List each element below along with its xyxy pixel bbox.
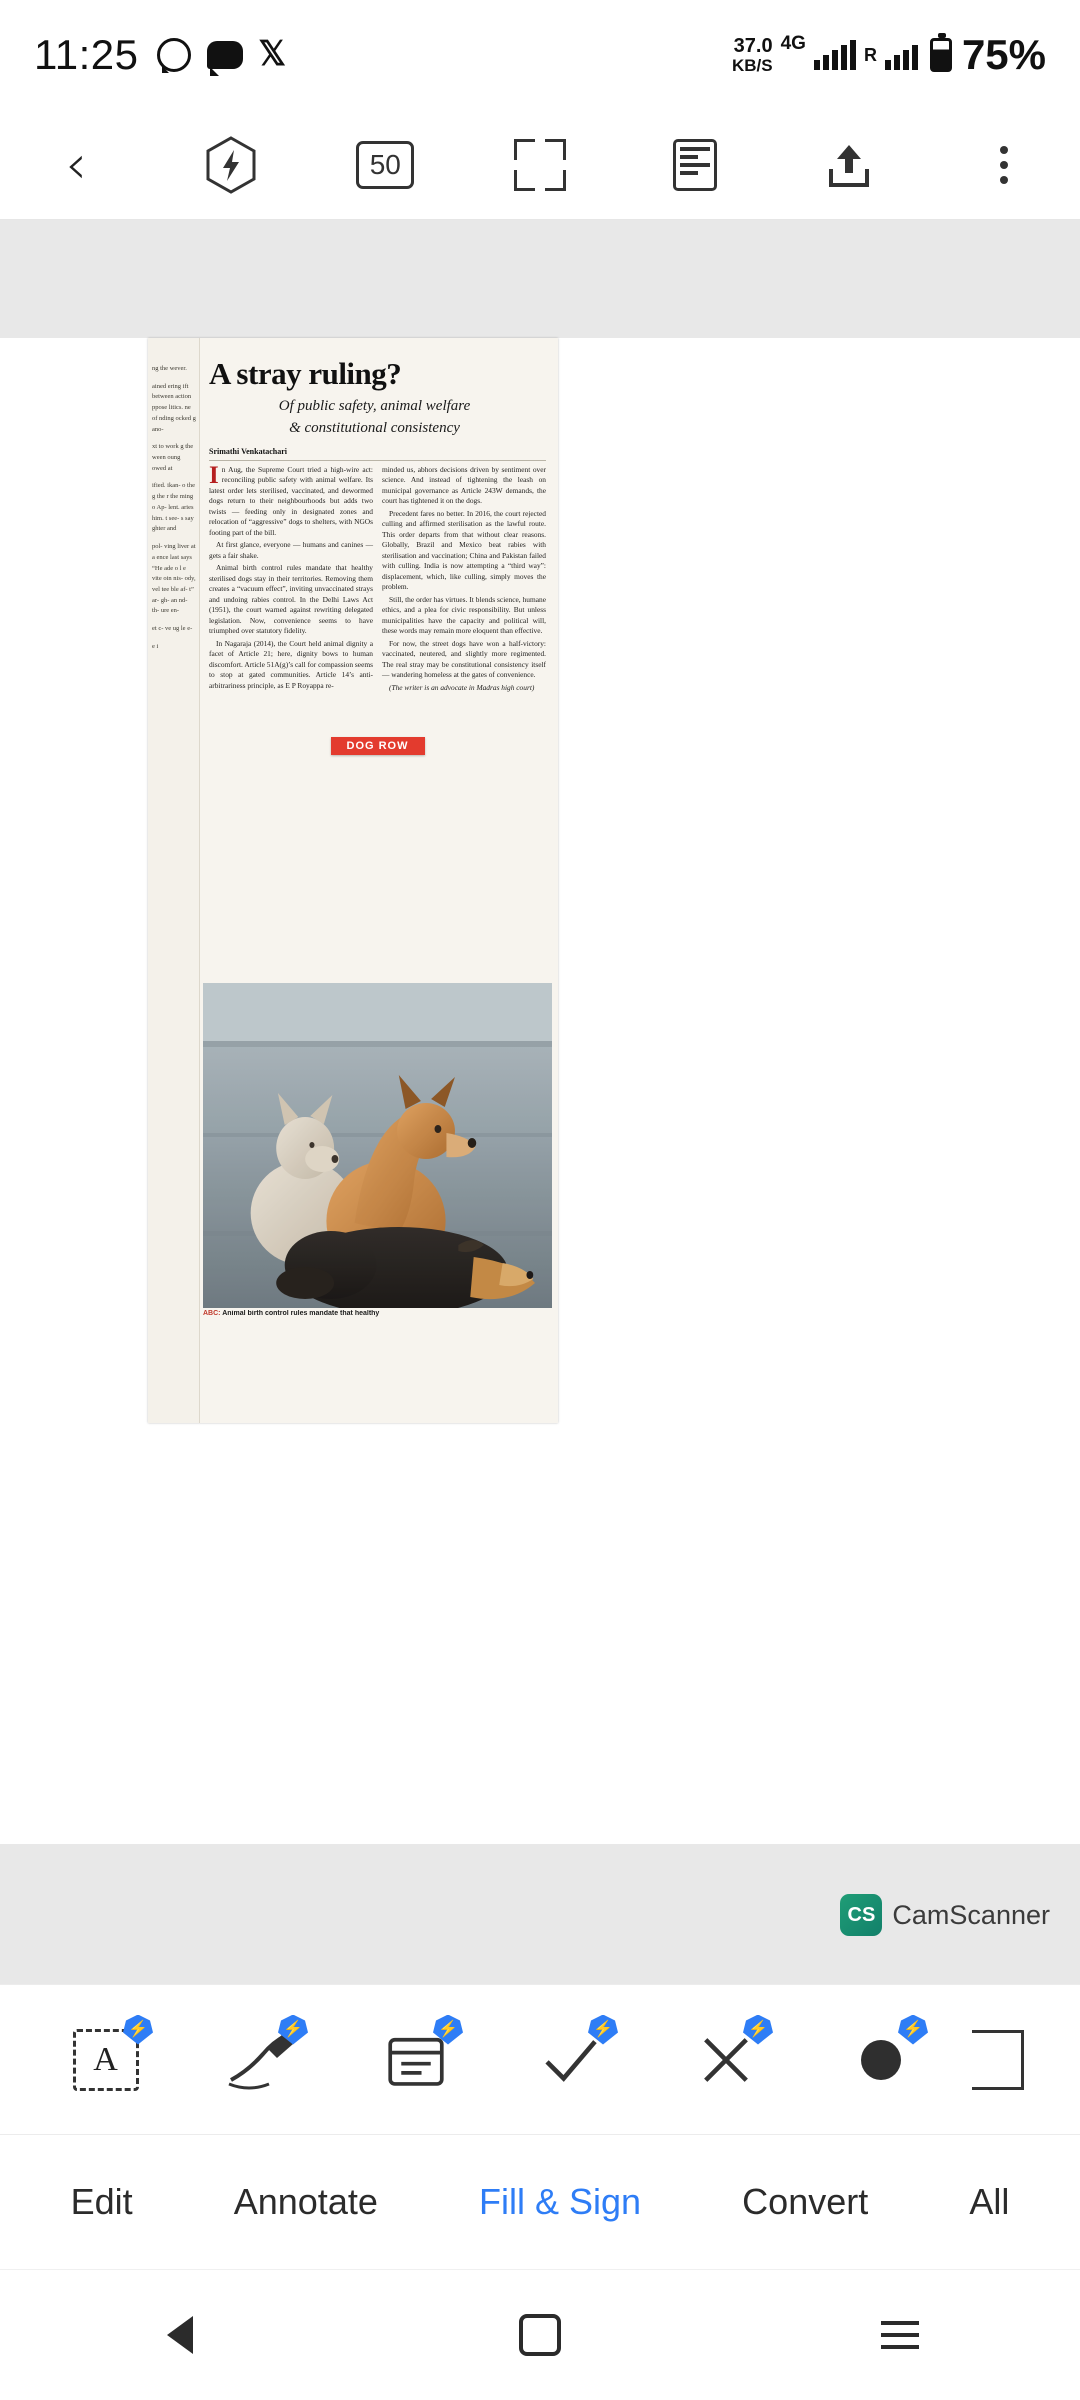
more-options-button[interactable] [966,127,1042,203]
network-speed-value: 37.0 [733,34,773,57]
system-nav-bar [0,2269,1080,2400]
status-bar-left [34,31,286,79]
article-headline: A stray ruling? [209,356,402,391]
sliver-text-6: e i [152,642,159,650]
partial-rect-icon [972,2030,1024,2090]
fill-sign-tool-strip [0,1984,1080,2134]
chevron-left-icon: ‹ [65,132,87,196]
page-indicator: 50 [356,141,414,189]
filled-circle-icon [861,2040,901,2080]
street-dogs-photo [203,983,552,1308]
whatsapp-icon [157,38,191,72]
article-byline: Srimathi Venkatachari [209,446,288,456]
textbox-tool[interactable] [958,1985,1038,2135]
paragraph: At first glance, everyone — humans and canines — gets a fair shake. [209,540,373,560]
paragraph [209,461,373,539]
share-button[interactable] [811,127,887,203]
status-time: 11:25 [34,31,139,78]
recents-lines-icon [881,2321,919,2349]
rectangle-icon [960,2022,1036,2098]
home-square-icon [519,2314,561,2356]
signature-tool[interactable] [183,1985,338,2135]
tab-convert[interactable]: Convert [742,2181,869,2222]
sliver-text-3: ified. ikan- o the g the r the ming o Ap- lent. aries him. t see- s say ghter and [152,482,195,533]
hdr-button[interactable] [193,127,269,203]
paragraph: Still, the order has virtues. It blends science, humane ethics, and a plea for civic responsibility. But unless municipalities have the capacity and political will, these words may remain more eloquent than effective. [382,594,546,636]
tab-edit[interactable]: Edit [70,2181,133,2222]
page-layout-button[interactable] [657,127,733,203]
cross-tool[interactable] [648,1985,803,2135]
network-speed [732,36,773,75]
status-bar-right [732,31,1046,79]
adjacent-column-sliver [148,338,200,1423]
document-viewer[interactable] [0,220,1080,1984]
article-columns [203,461,552,752]
ocr-box-icon: A [73,2029,139,2091]
mode-tab-bar [0,2134,1080,2269]
camscanner-badge: CS [840,1894,882,1936]
paragraph-text: n Aug, the Supreme Court tried a high-wire act: reconciling public safety with animal welfare. Its latest order lets sterilised, vaccinated, and dewormed dogs return to their neighbourhoods but adds two twists — feeding only in designated zones and relocation of “aggressive” dogs to shelters, with NGOs footing part of the bill. [209,464,373,537]
page-indicator-button[interactable] [347,127,423,203]
sliver-text-1: ained ering ift between action ppose litics. ne of nding ocked g ano- [152,382,196,433]
tab-annotate[interactable]: Annotate [233,2181,378,2222]
back-button[interactable] [38,127,114,203]
nav-recents-button[interactable] [845,2290,955,2380]
nav-back-button[interactable] [125,2290,235,2380]
ocr-text-tool[interactable] [28,1985,183,2135]
share-icon [823,139,875,191]
crop-button[interactable] [502,127,578,203]
battery-percent: 75% [961,31,1046,78]
camscanner-label: CamScanner [892,1899,1050,1930]
drop-cap: I [209,461,219,489]
crop-icon [514,139,566,191]
signal-strength-icon-2 [885,40,918,70]
photo-caption [203,1310,552,1317]
top-toolbar [0,110,1080,220]
date-stamp-tool[interactable] [338,1985,493,2135]
dot-tool[interactable] [803,1985,958,2135]
page-layout-icon [673,139,717,191]
paragraph: For now, the street dogs have won a half-victory: vaccinated, neutered, and slightly more regimented. The real stray may be constitutional consistency itself — wandering homeless at the gates of convenience. [382,638,546,680]
status-notification-icons [157,38,286,72]
scanned-newspaper-clipping[interactable] [148,338,558,1423]
sliver-text-4: pol- ving liver at a ence last says “He ade o l e vite oin nis- ody, vel tee ble af- t” ar- gh- an nd- th- ure en- [152,543,196,615]
dog-row-badge: DOG ROW [331,737,425,755]
article-subhead-line1: Of public safety, animal welfare [278,398,471,414]
sliver-text-5: et c- ve ug le e- [152,625,193,633]
roaming-label: R [863,44,877,65]
article-photo [203,983,552,1308]
photo-caption-text: Animal birth control rules mandate that healthy [222,1310,380,1317]
author-note: (The writer is an advocate in Madras high court) [389,682,535,692]
camscanner-watermark [840,1894,1050,1936]
tab-fill-and-sign[interactable]: Fill & Sign [478,2181,642,2222]
tab-all[interactable]: All [969,2181,1010,2222]
paragraph: Animal birth control rules mandate that healthy sterilised dogs stay in their territories. Removing them creates a “vacuum effect”, inviting unvaccinated strays and undoing rabies control. In the Delhi Laws Act (1951), the court warned against rewriting delegated legislation. Now, convenience seems to have triumphed over statutory fidelity. [209,563,373,636]
sliver-text-2: xt to work g the ween oung owed at [152,443,194,472]
article-subhead-line2: & constitutional consistency [289,420,460,437]
nav-home-button[interactable] [485,2290,595,2380]
network-type-label: 4G [780,33,806,54]
paragraph: minded us, abhors decisions driven by sentiment over science. And instead of tightening the leash on municipal governance as Article 243W demands, the court has tightened it on the dogs. [382,464,546,506]
status-bar [0,0,1080,110]
x-twitter-icon: 𝕏 [258,36,286,73]
article-column-right [382,465,546,696]
messenger-icon [207,41,243,69]
paragraph: Precedent fares no better. In 2016, the court rejected culling and affirmed sterilisation as the lawful route. This order departs from that without clear reasons. Globally, Brazil and Mexico beat rabies with sterilisation and vaccination; China and Pakistan failed with culling. India is now attempting a “third way”: displacement, which, like culling, simply moves the problem. [382,508,546,592]
hdr-icon [205,136,257,194]
back-triangle-icon [167,2316,193,2354]
article-divider [209,460,546,461]
paragraph: In Nagaraja (2014), the Court held animal dignity a facet of Article 21; here, dignity bows to human discomfort. Article 51A(g)’s call for compassion seems to stop at gated communities. Article 14’s anti-arbitrariness principle, as E P Royappa re- [209,638,373,690]
network-speed-unit: KB/S [731,55,773,75]
photo-caption-prefix: ABC: [203,1310,221,1317]
checkmark-tool[interactable] [493,1985,648,2135]
more-options-icon [1000,146,1008,184]
sliver-text-0: ng the wever. [152,365,187,372]
article-column-left [209,461,373,696]
signal-strength-icon [814,40,856,70]
battery-icon [930,38,952,72]
